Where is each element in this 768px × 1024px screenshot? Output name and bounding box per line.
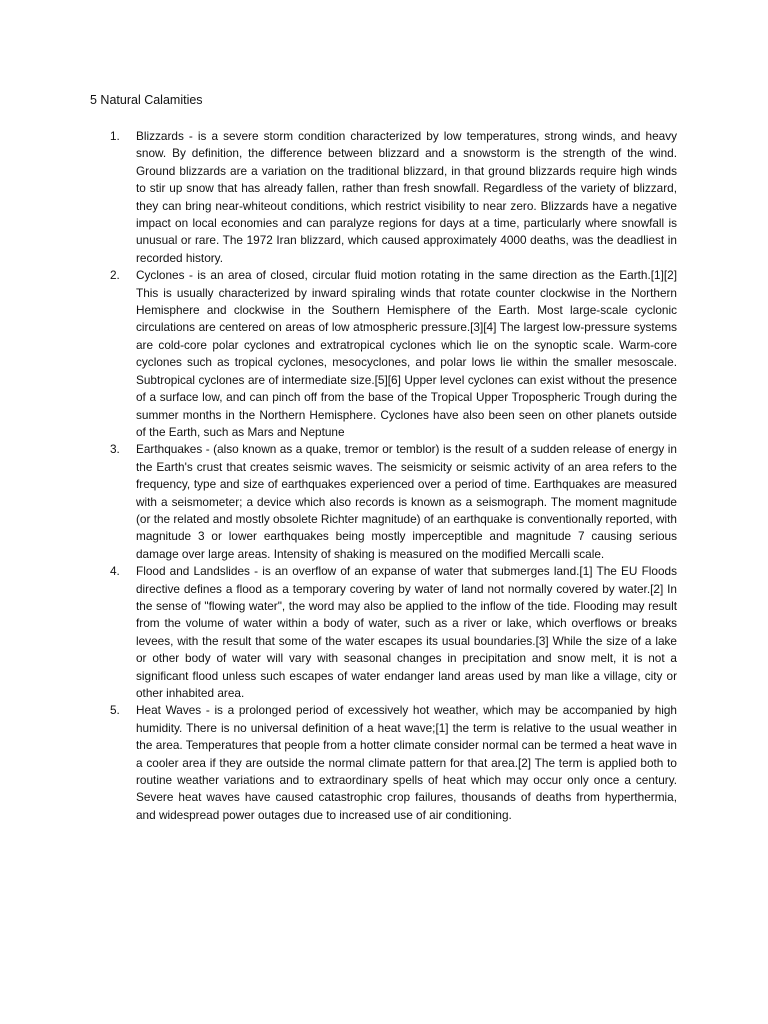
list-item-text: Blizzards - is a severe storm condition characterized by low temperatures, strong winds, and heavy snow. By definition, the difference between blizzard and a snowstorm is the strength of the wind. Ground blizzards are a variation on the traditional blizzard, in that ground blizzards require high winds to stir up snow that has already fallen, rather than fresh snowfall. Regardless of the variety of blizzard, they can bring near-whiteout conditions, which restrict visibility to near zero. Blizzards have a negative impact on local economies and can paralyze regions for days at a time, particularly where snowfall is unusual or rare. The 1972 Iran blizzard, which caused approximately 4000 deaths, was the deadliest in recorded history. (136, 129, 677, 265)
list-item-number: 3. (110, 442, 120, 457)
list-item-floods (110, 563, 677, 702)
list-item-text: Heat Waves - is a prolonged period of excessively hot weather, which may be accompanied by high humidity. There is no universal definition of a heat wave;[1] the term is relative to the usual weather in the area. Temperatures that people from a hotter climate consider normal can be termed a heat wave in a cooler area if they are outside the normal climate pattern for that area.[2] The term is applied both to routine weather variations and to extraordinary spells of heat which may occur only once a century. Severe heat waves have caused catastrophic crop failures, thousands of deaths from hyperthermia, and widespread power outages due to increased use of air conditioning. (136, 703, 677, 822)
calamity-list (110, 128, 677, 824)
list-item-cyclones (110, 267, 677, 441)
list-item-text: Flood and Landslides - is an overflow of an expanse of water that submerges land.[1] The EU Floods directive defines a flood as a temporary covering by water of land not normally covered by water.[2] In the sense of "flowing water", the word may also be applied to the inflow of the tide. Flooding may result from the volume of water within a body of water, such as a river or lake, which overflows or breaks levees, with the result that some of the water escapes its usual boundaries.[3] While the size of a lake or other body of water will vary with seasonal changes in precipitation and snow melt, it is not a significant flood unless such escapes of water endanger land areas used by man like a village, city or other inhabited area. (136, 564, 677, 700)
list-item-heat-waves (110, 702, 677, 824)
list-item-number: 4. (110, 564, 120, 579)
list-item-blizzards (110, 128, 677, 267)
list-item-number: 5. (110, 703, 120, 718)
list-item-text: Earthquakes - (also known as a quake, tremor or temblor) is the result of a sudden release of energy in the Earth's crust that creates seismic waves. The seismicity or seismic activity of an area refers to the frequency, type and size of earthquakes experienced over a period of time. Earthquakes are measured with a seismometer; a device which also records is known as a seismograph. The moment magnitude (or the related and mostly obsolete Richter magnitude) of an earthquake is conventionally reported, with magnitude 3 or lower earthquakes being mostly imperceptible and magnitude 7 causing serious damage over large areas. Intensity of shaking is measured on the modified Mercalli scale. (136, 442, 677, 561)
list-item-number: 2. (110, 268, 120, 283)
list-item-earthquakes (110, 441, 677, 563)
document-title: 5 Natural Calamities (90, 93, 203, 107)
list-item-text: Cyclones - is an area of closed, circular fluid motion rotating in the same direction as the Earth.[1][2] This is usually characterized by inward spiraling winds that rotate counter clockwise in the Northern Hemisphere and clockwise in the Southern Hemisphere of the Earth. Most large-scale cyclonic circulations are centered on areas of low atmospheric pressure.[3][4] The largest low-pressure systems are cold-core polar cyclones and extratropical cyclones which lie on the synoptic scale. Warm-core cyclones such as tropical cyclones, mesocyclones, and polar lows lie within the smaller mesoscale. Subtropical cyclones are of intermediate size.[5][6] Upper level cyclones can exist without the presence of a surface low, and can pinch off from the base of the Tropical Upper Tropospheric Trough during the summer months in the Northern Hemisphere. Cyclones have also been seen on other planets outside of the Earth, such as Mars and Neptune (136, 268, 677, 439)
list-item-number: 1. (110, 129, 120, 143)
